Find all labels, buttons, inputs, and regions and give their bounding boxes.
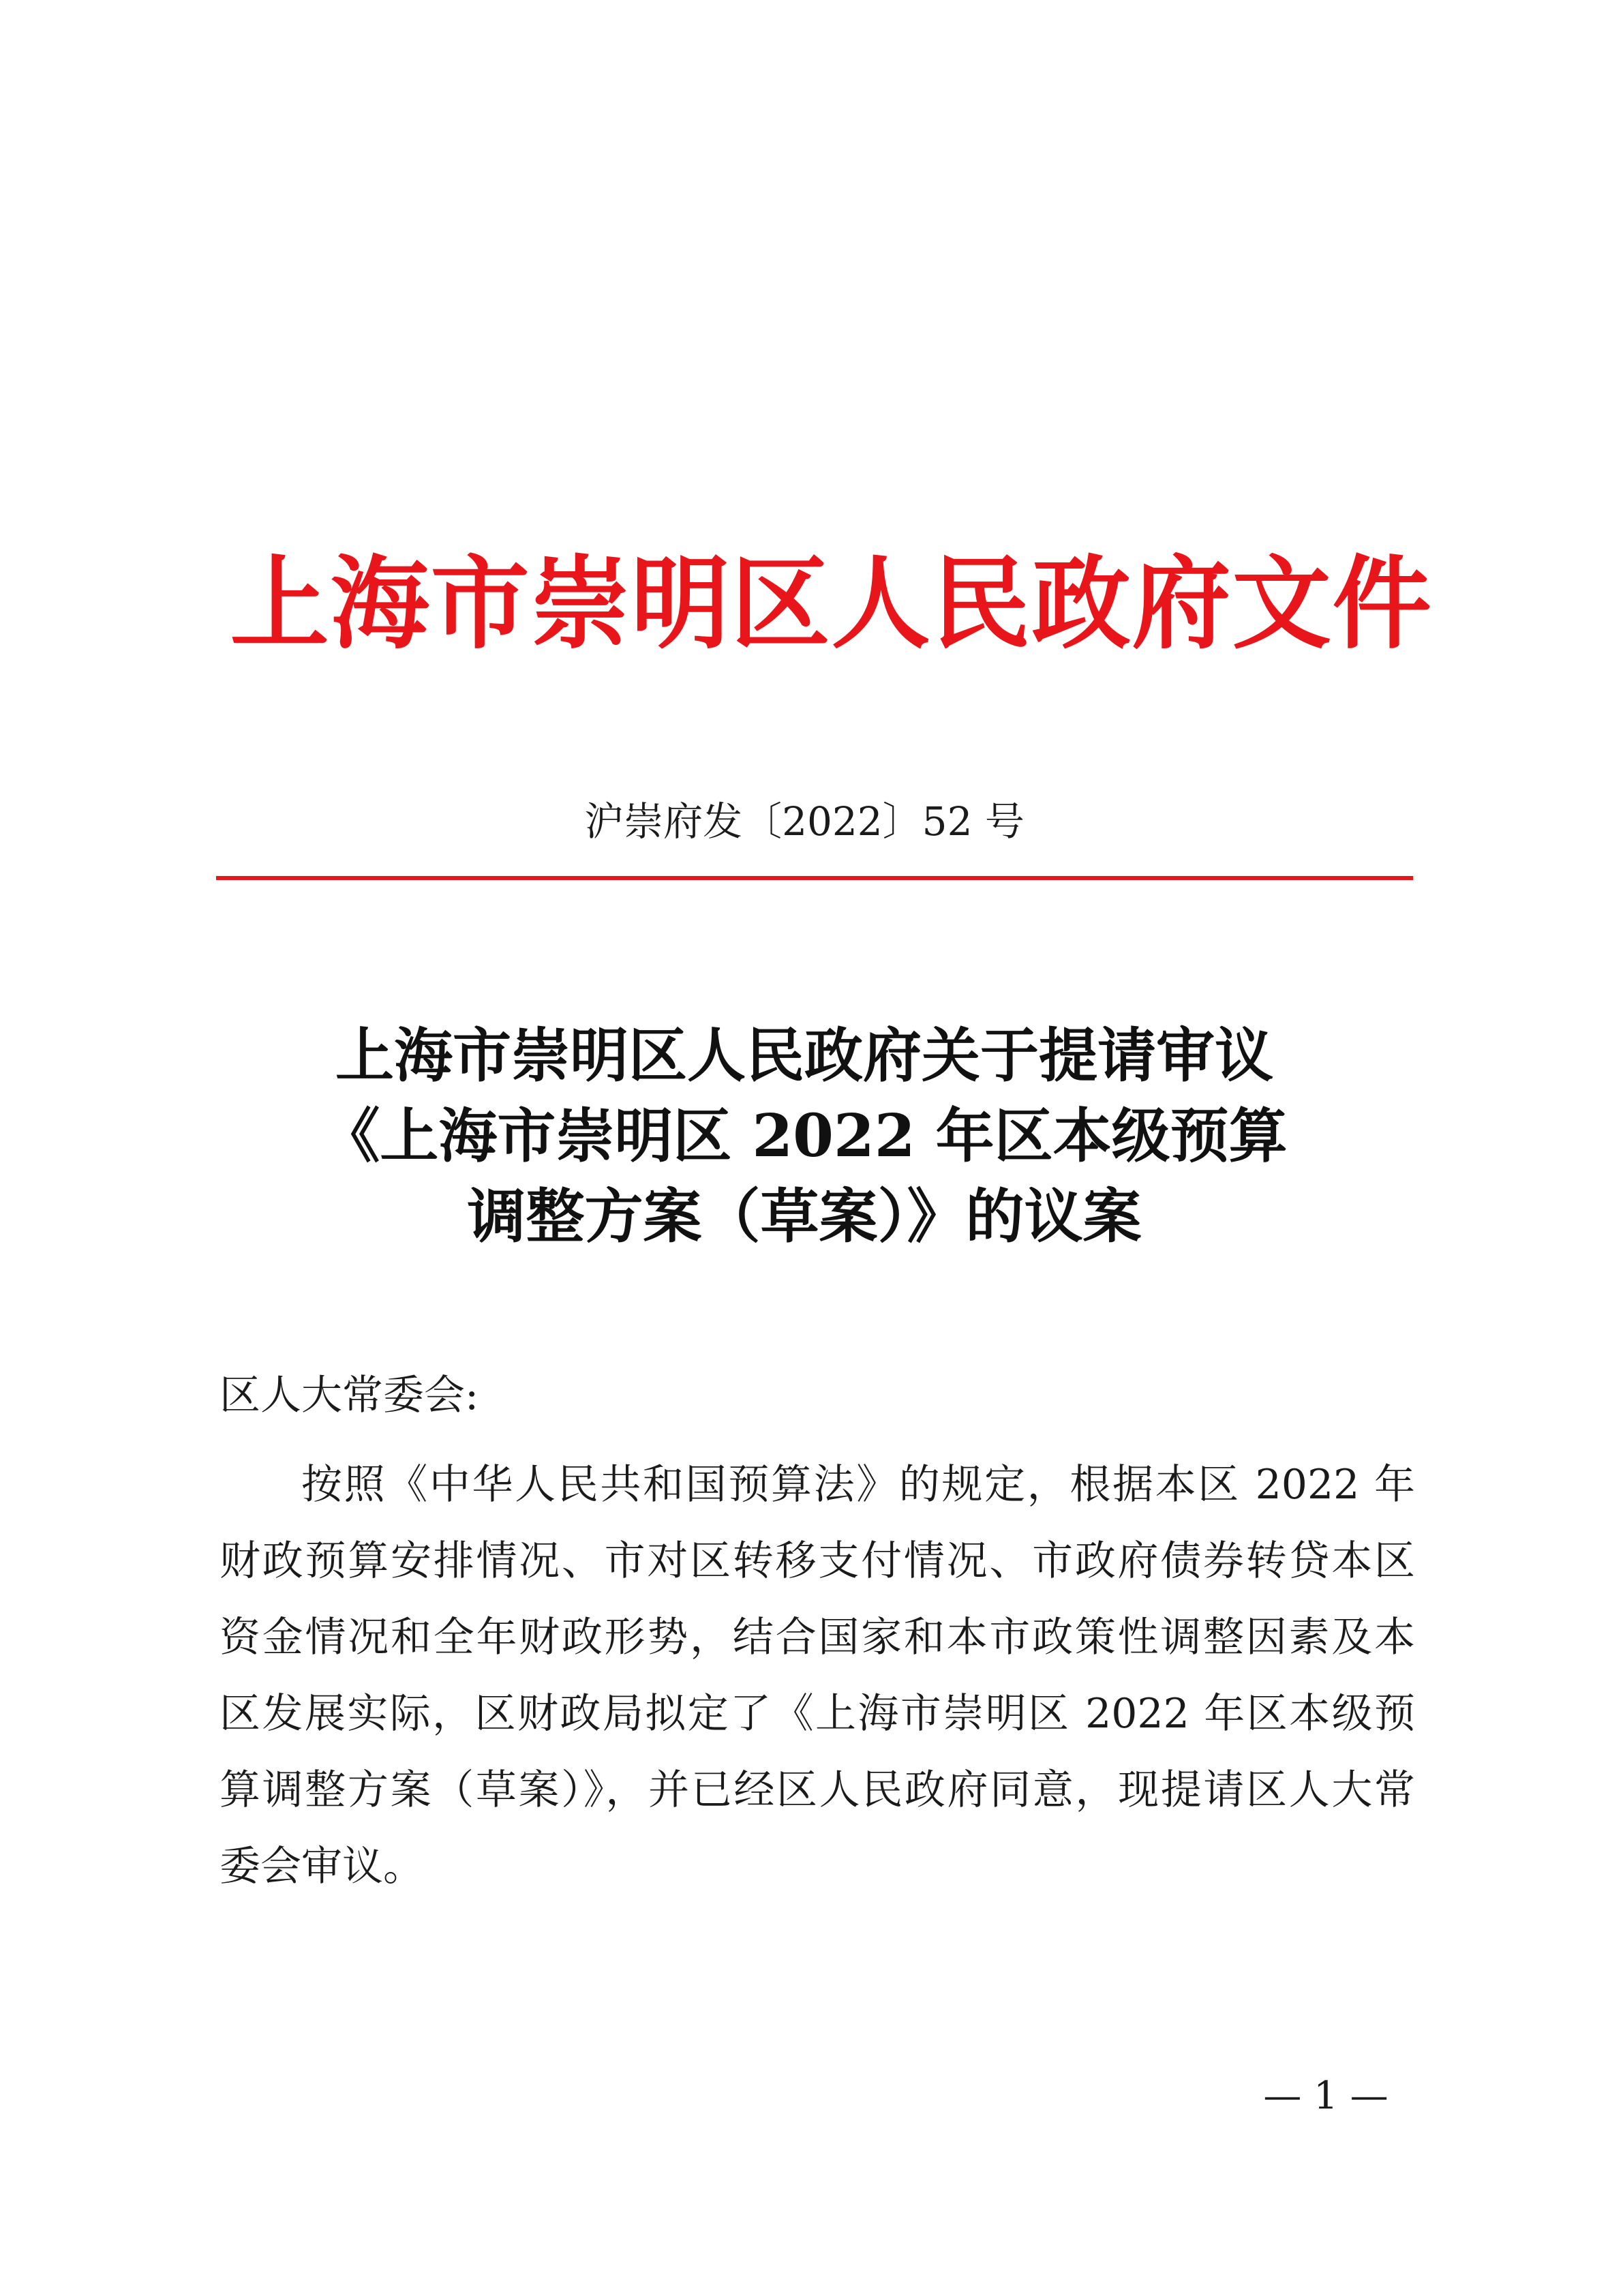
body-line: 财政预算安排情况、市对区转移支付情况、市政府债券转贷本区 (219, 1537, 1415, 1585)
body-line: 委会审议。 (219, 1843, 424, 1890)
title-line: 上海市崇明区人民政府关于提请审议 (335, 1021, 1273, 1090)
red-divider-rule (216, 876, 1413, 880)
title-line: 调整方案（草案）》的议案 (467, 1182, 1142, 1251)
document-title (204, 1016, 1404, 1257)
issuer-header: 上海市崇明区人民政府文件 (230, 544, 1433, 663)
addressee: 区人大常委会: (219, 1372, 479, 1419)
title-line: 《上海市崇明区 2022 年区本级预算 (321, 1102, 1288, 1170)
body-paragraph (219, 1447, 1415, 1905)
body-line: 按照《中华人民共和国预算法》的规定，根据本区 2022 年 (301, 1461, 1415, 1509)
page-number: — 1 — (1263, 2074, 1389, 2118)
body-line: 资金情况和全年财政形势，结合国家和本市政策性调整因素及本 (219, 1614, 1415, 1661)
body-line: 算调整方案（草案）》，并已经区人民政府同意，现提请区人大常 (219, 1766, 1415, 1814)
document-number: 沪崇府发〔2022〕52 号 (584, 798, 1025, 845)
body-line: 区发展实际，区财政局拟定了《上海市崇明区 2022 年区本级预 (219, 1690, 1415, 1738)
